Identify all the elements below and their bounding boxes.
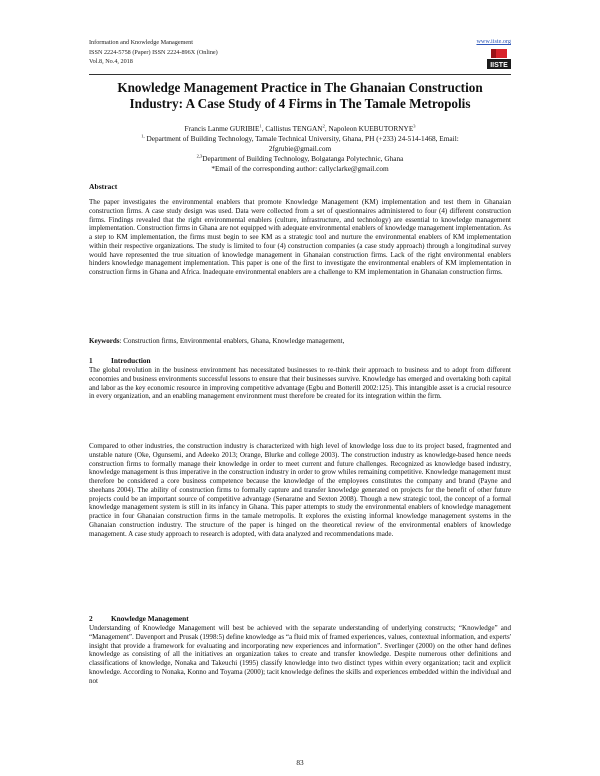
- section-2-title: Knowledge Management: [111, 614, 189, 623]
- affiliation-1: $^{1,}$ Department of Building Technology, Tamale Technical University, Ghana, PH (+233) 24-514-1468, Email:: [141, 133, 459, 143]
- section-2-number: 2: [89, 614, 93, 623]
- author-3: , Napoleon KUEBUTORNYE: [324, 124, 414, 133]
- section-1-title: Introduction: [111, 356, 151, 365]
- abstract-text: The paper investigates the environmental enablers that promote Knowledge Management (KM) implementation and test them in Ghanaian construction firms. A case study design was used. Data were collected from a set of questionnaires administered to four (4) different construction firms. Findings revealed that the right environmental enablers (culture, infrastructure, and technology) are essential to knowledge management implementation. Construction firms in Ghana are not equipped with adequate environmental enablers of knowledge management implementation. As a step to KM implementation, the firms must begin to see KM as a strategic tool and nurture the environmental enablers of KM implementation within their respective organizations. The study is limited to four (4) construction companies (a case study approach) through a longitudinal survey would have represented the true situation of knowledge management in Ghanaian construction firms. Lack of the right environmental enablers hinders knowledge management implementation. This paper is one of the first to investigate the environmental enablers of KM implementation in construction firms in Ghana and Africa. Inadequate environmental enablers are a challenge to KM implementation in Ghanaian construction firms.: [89, 198, 511, 276]
- author-1: Francis Lanme GURIBIE: [184, 124, 260, 133]
- author-2-sup: 2: [322, 123, 325, 129]
- section-1-number: 1: [89, 356, 93, 365]
- header-divider: [89, 74, 511, 75]
- journal-header: [89, 38, 218, 67]
- keywords-label: Keywords: [89, 337, 120, 345]
- journal-name: Information and Knowledge Management: [89, 39, 193, 46]
- author-2: , Callistus TENGAN: [261, 124, 323, 133]
- intro-paragraph-1: The global revolution in the business environment has necessitated businesses to re-think their approach to business and to adopt from different economies and business environments successful lessons to ensure that their businesses survive. Knowledge has emerged and overtaking both capital and labor as the key economic resource in improving competitive advantage (Egbu and Botterill 2002:125). This intangible asset is a crucial resource in every organization, and an enabling management environment must therefore be created for its integration within the firm.: [89, 366, 511, 401]
- affiliation-2-sup: 2,3: [196, 153, 203, 159]
- intro-paragraph-2: Compared to other industries, the construction industry is characterized with high level of knowledge loss due to its project based, fragmented and unstable nature (Oke, Ogunsemi, and Adeeko 2013; Orange, Blurke and college 2003). The construction industry as knowledge-based hence needs construction firms to formally manage their knowledge in order to meet current and future challenges. Recognized as knowledge based industry, knowledge management is thus imperative in the construction industry in order to grow whiles remaining competitive. Knowledge management must therefore be considered a core business competence because the knowledge of the employees constitutes the company and brand (Payne and sheehans 2004). The ability of construction firms to formally capture and transfer knowledge generated on projects for the benefit of other future projects could be an important source of competitive advantage (Senaratne and Sexton 2008). Though a new strategic tool, the concept of a formal knowledge management system is still in its infancy in Ghana. This paper attempts to study the environmental enablers of knowledge management practice in four Ghanaian construction firms in the tamale metropolis. It explores the existing informal knowledge management systems in the Ghanaian construction industry. The structure of the paper is hinged on the theoretical review of the environmental enablers of knowledge management. A case study approach to research is adopted, with data analyzed and recommendations made.: [89, 442, 511, 538]
- keywords-text: : Construction firms, Environmental enablers, Ghana, Knowledge management,: [119, 337, 345, 345]
- km-paragraph-1: Understanding of Knowledge Management will best be achieved with the separate understanding of underlying constructs; “Knowledge” and “Management”. Davenport and Prusak (1998:5) define knowledge as “a fluid mix of framed experiences, values, contextual information, and experts' insight that provide a framework for evaluating and incorporating new experiences and information”. Sverlinger (2000) on the other hand defines knowledge as consisting of all the initiatives an organization takes to create and transfer knowledge. Despite numerous other definitions and classifications of knowledge, Nonaka and Takeuchi (1995) classify knowledge into two distinct types within every organization; tacit and explicit knowledge. According to Nonaka, Konno and Toyama (2000); tacit knowledge defines the skills and experiences embedded within the individual and not: [89, 624, 511, 685]
- author-block: [89, 124, 511, 174]
- author-3-sup: 3: [413, 123, 416, 129]
- corresponding-author: *Email of the corresponding author: callyclarke@gmail.com: [211, 163, 389, 173]
- author-1-sup: 1: [259, 123, 262, 129]
- paper-title: [89, 80, 511, 111]
- iiste-logo-icon: [487, 49, 511, 69]
- issn-line: ISSN 2224-5758 (Paper) ISSN 2224-896X (Online): [89, 48, 218, 56]
- volume-line: Vol.8, No.4, 2018: [89, 58, 133, 66]
- page-number: 83: [296, 758, 304, 767]
- title-line-2: Industry: A Case Study of 4 Firms in The Tamale Metropolis: [129, 95, 471, 111]
- author-list: [89, 124, 511, 134]
- affiliation-1-email: 2fgrubie@gmail.com: [268, 143, 332, 153]
- section-2-heading: [89, 614, 189, 623]
- affiliation-1-sup: 1,: [141, 133, 145, 139]
- title-line-1: Knowledge Management Practice in The Ghanaian Construction: [117, 80, 483, 95]
- affiliation-2: $^{2,3}$Department of Building Technology, Bolgatanga Polytechnic, Ghana: [196, 153, 404, 163]
- logo-text: IISTE: [490, 62, 508, 69]
- abstract-heading: Abstract: [89, 182, 118, 191]
- journal-url-link[interactable]: www.iiste.org: [476, 38, 511, 45]
- keywords-line: [89, 337, 511, 346]
- section-1-heading: [89, 356, 151, 365]
